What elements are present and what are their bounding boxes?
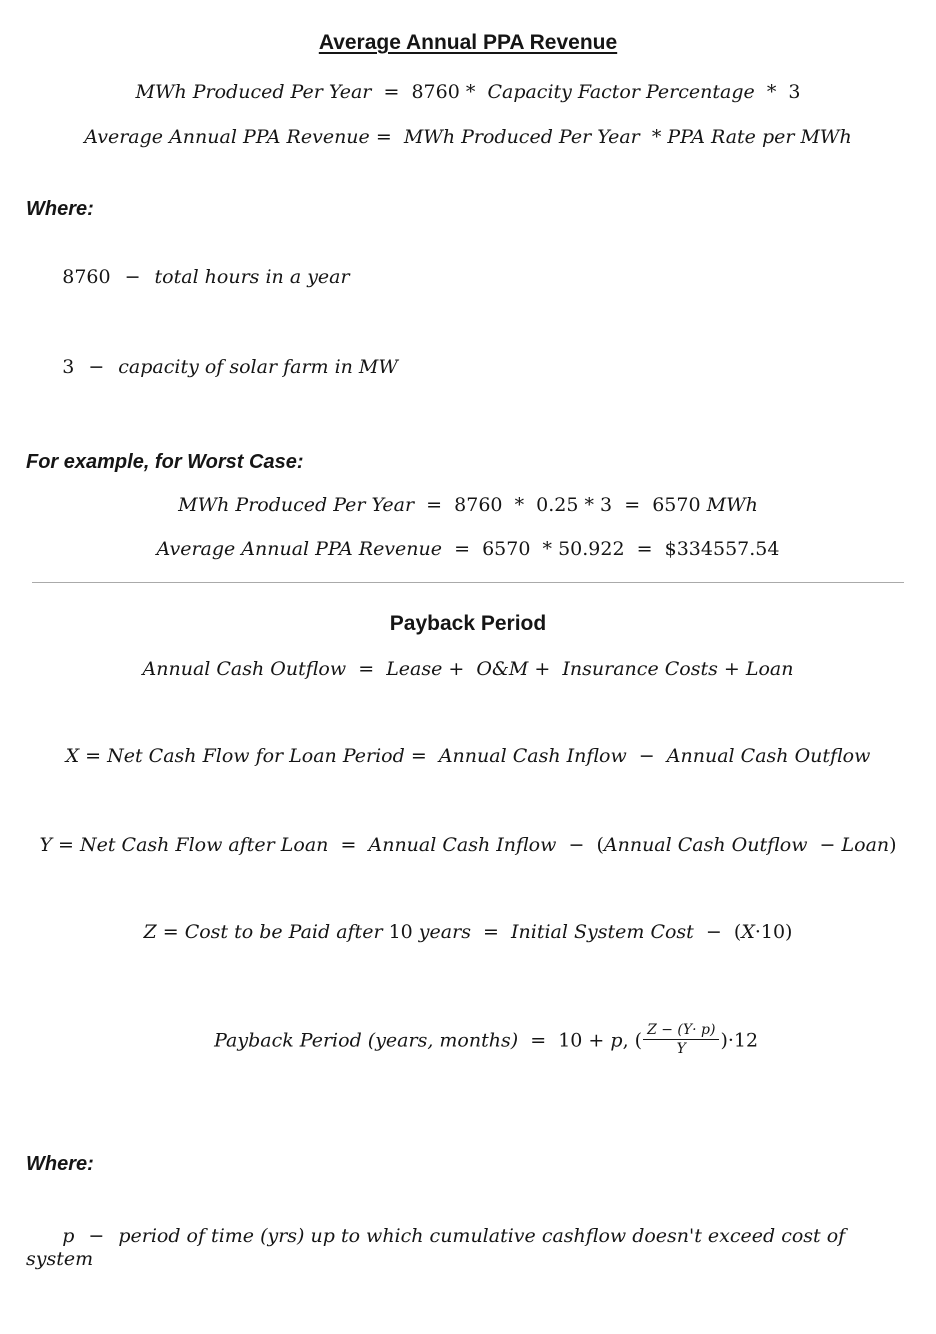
formula-segment: Annual Cash Outflow xyxy=(666,745,871,768)
payback-formula-lhs xyxy=(214,1030,642,1052)
formula-segment: Annual Cash Inflow xyxy=(438,745,627,768)
formula-segment: p xyxy=(610,1029,623,1052)
fraction-numerator: Z − (Y· p) xyxy=(643,1022,719,1040)
formula-segment: = 8760 * xyxy=(371,81,488,104)
formula-segment: = xyxy=(79,745,108,768)
formula-segment: Annual Cash Outflow xyxy=(142,658,347,681)
formula-segment: + xyxy=(717,658,746,681)
definition-meaning: total hours in a year xyxy=(154,265,350,288)
formula-segment: years xyxy=(412,920,471,943)
section-average-annual-ppa-revenue xyxy=(26,30,910,561)
section-title-average-annual-ppa-revenue: Average Annual PPA Revenue xyxy=(318,31,618,54)
formula-segment: * 3 xyxy=(754,81,801,104)
definition-8760 xyxy=(26,243,910,311)
section-divider xyxy=(32,582,904,583)
formula-segment: = xyxy=(328,833,369,856)
formula-segment: Loan xyxy=(841,833,890,856)
formula-segment: − ( xyxy=(693,920,742,943)
formula-segment: Y xyxy=(39,833,52,856)
definition-symbol: p xyxy=(62,1225,75,1248)
formula-segment: Average Annual PPA Revenue xyxy=(156,538,443,561)
formula-segment: = 6570 * 50.922 = $334557.54 xyxy=(442,538,780,561)
formula-segment: )·12 xyxy=(720,1029,759,1052)
formula-segment: = xyxy=(346,658,387,681)
formula-segment: = 8760 * 0.25 * 3 = 6570 xyxy=(414,493,707,516)
formula-segment: Annual Cash Outflow xyxy=(603,833,808,856)
formula-average-annual-ppa-revenue xyxy=(26,126,910,149)
formula-segment: , ( xyxy=(622,1029,643,1052)
formula-x-net-cash-flow-loan-period xyxy=(26,745,910,768)
example-formula-average-revenue xyxy=(26,538,910,561)
definition-p xyxy=(26,1202,910,1293)
formula-segment: Net Cash Flow for Loan Period xyxy=(107,745,405,768)
formula-segment: X xyxy=(65,745,80,768)
formula-segment: MWh Produced Per Year xyxy=(178,493,415,516)
section-payback-period xyxy=(26,611,910,1293)
where-label-payback: Where: xyxy=(26,1153,94,1176)
formula-segment: − xyxy=(807,833,842,856)
formula-segment: Capacity Factor Percentage xyxy=(487,81,755,104)
definition-dash: − xyxy=(88,355,105,378)
formula-payback-period xyxy=(26,1002,910,1083)
example-formula-mwh-produced xyxy=(26,494,910,517)
formula-segment: Average Annual PPA Revenue xyxy=(84,125,370,148)
formula-segment: = xyxy=(51,833,80,856)
definition-3 xyxy=(26,333,910,401)
formula-segment: MWh Produced Per Year xyxy=(135,81,372,104)
formula-segment: PPA Rate per MWh xyxy=(667,125,852,148)
formula-y-net-cash-flow-after-loan xyxy=(26,834,910,857)
formula-segment: − xyxy=(626,745,667,768)
example-label: For example, for Worst Case: xyxy=(26,450,304,473)
fraction-denominator: Y xyxy=(676,1041,686,1058)
formula-segment: − ( xyxy=(556,833,604,856)
formula-segment: + xyxy=(528,658,563,681)
definition-symbol: 3 xyxy=(62,355,75,378)
formula-segment: O&M xyxy=(476,658,529,681)
formula-segment: = xyxy=(404,745,439,768)
formula-segment: Insurance Costs xyxy=(562,658,718,681)
formula-segment: Loan xyxy=(745,658,794,681)
formula-segment: Lease xyxy=(386,658,443,681)
formula-segment: Net Cash Flow after Loan xyxy=(79,833,329,856)
definition-dash: − xyxy=(88,1225,105,1248)
formula-segment: ) xyxy=(889,833,897,856)
formula-segment: Z xyxy=(143,920,157,943)
definition-meaning: period of time (yrs) up to which cumulative cashflow doesn't exceed cost of system xyxy=(26,1225,852,1270)
where-label: Where: xyxy=(26,197,94,220)
formula-segment: 10 xyxy=(388,920,413,943)
formula-segment: = 10 + xyxy=(518,1029,611,1052)
formula-segment: = xyxy=(470,920,512,943)
formula-segment: Annual Cash Inflow xyxy=(368,833,557,856)
definition-symbol: 8760 xyxy=(62,265,111,288)
definition-dash: − xyxy=(124,265,141,288)
formula-segment: = xyxy=(369,125,404,148)
section-title-payback-period: Payback Period xyxy=(389,612,547,636)
formula-segment: MWh Produced Per Year xyxy=(403,125,640,148)
formula-segment: ·10) xyxy=(754,920,793,943)
formula-segment: + xyxy=(442,658,477,681)
fraction xyxy=(643,1022,719,1057)
formula-segment: * xyxy=(639,125,668,148)
formula-segment: MWh xyxy=(706,493,758,516)
definition-meaning: capacity of solar farm in MW xyxy=(118,355,398,378)
formula-mwh-produced-per-year xyxy=(26,81,910,104)
formula-segment: Payback Period (years, months) xyxy=(214,1029,519,1052)
payback-formula-rhs xyxy=(720,1030,758,1052)
formula-segment: Cost to be Paid after xyxy=(184,920,389,943)
formula-z-cost-after-10-years xyxy=(26,921,910,944)
formula-segment: X xyxy=(741,920,755,943)
formula-segment: Initial System Cost xyxy=(511,920,694,943)
formula-annual-cash-outflow xyxy=(26,658,910,681)
formula-segment: = xyxy=(156,920,185,943)
